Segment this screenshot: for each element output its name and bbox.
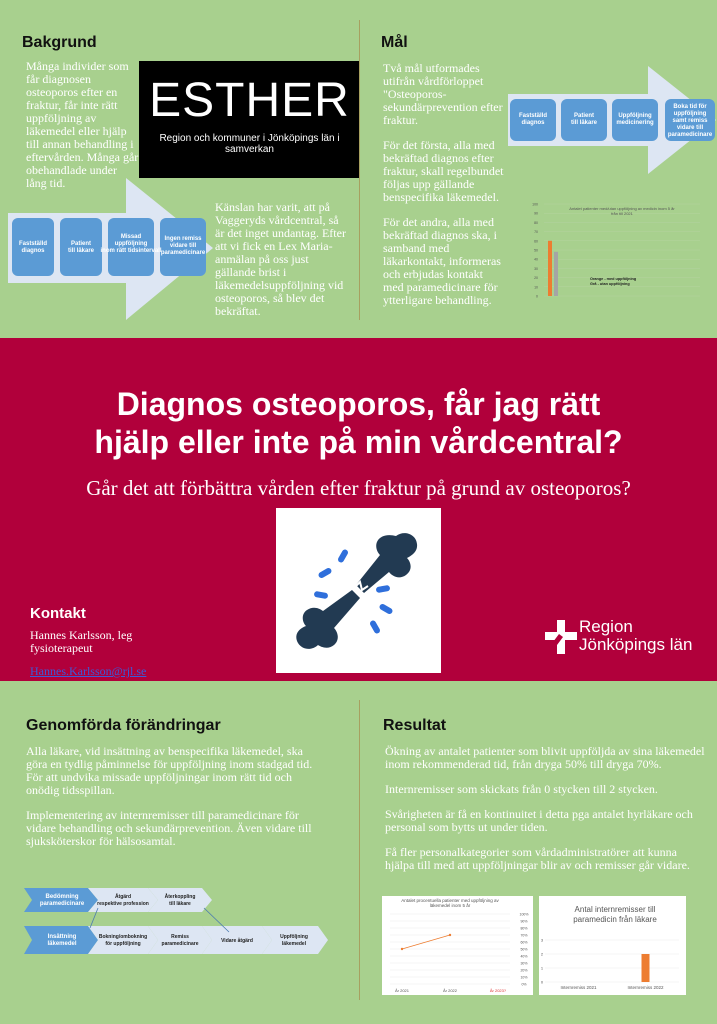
results-para-2: Internremisser som skickats från 0 stycken till 2 stycken. bbox=[385, 782, 658, 796]
flow-bottom-step-2: Bokning/ombokning för uppföljning bbox=[98, 934, 148, 947]
chart1-ytick: 90 bbox=[534, 211, 538, 216]
background-flow-diagram bbox=[8, 178, 213, 320]
goal-flow-step-2: Patient till läkare bbox=[570, 113, 598, 126]
chart2-ytick: 10% bbox=[520, 975, 528, 980]
changes-text bbox=[26, 745, 326, 860]
goals-flow-diagram bbox=[508, 66, 716, 174]
chart1-ytick: 60 bbox=[534, 239, 538, 244]
broken-bone-icon bbox=[276, 508, 441, 673]
chart3-xtick: Internremiss 2022 bbox=[627, 985, 664, 990]
goals-para-2: För det första, alla med bekräftad diagnos efter fraktur, skall regelbundet följas upp gällande benspecifika läkemedel. bbox=[383, 138, 504, 204]
changes-flow-top-row bbox=[24, 888, 212, 912]
chart1-ytick: 20 bbox=[534, 276, 538, 281]
chart1-ytick: 70 bbox=[534, 230, 538, 235]
region-cross-icon bbox=[545, 620, 577, 654]
chart2-ytick: 90% bbox=[520, 919, 528, 924]
chart-followup-percent-line bbox=[382, 896, 533, 995]
chart1-ytick: 0 bbox=[536, 294, 538, 299]
changes-flow-bottom-row bbox=[24, 926, 328, 954]
chart2-ytick: 30% bbox=[520, 961, 528, 966]
chart-followup-bars bbox=[530, 194, 708, 306]
contact-email-link[interactable]: Hannes.Karlsson@rjl.se bbox=[30, 664, 147, 678]
chart2-ytick: 70% bbox=[520, 933, 528, 938]
bg-flow-step-2: Patient till läkare bbox=[67, 241, 95, 254]
changes-para-1: Alla läkare, vid insättning av benspecifika läkemedel, ska göra en tydlig påminnelse för uppföljning inom stadgad tid. För att undvika missade uppföljningar inom rätt tid och onödig tidsspillan. bbox=[26, 744, 313, 797]
chart2-ytick: 40% bbox=[520, 954, 528, 959]
region-logo-line-2: Jönköpings län bbox=[579, 635, 693, 654]
esther-logo-text: ESTHER bbox=[149, 74, 350, 127]
contact-name: Hannes Karlsson, leg fysioterapeut bbox=[30, 628, 133, 655]
chart2-xtick: År 2021 bbox=[394, 988, 410, 993]
chart2-ytick: 50% bbox=[520, 947, 528, 952]
chart3-ytick: 1 bbox=[540, 965, 544, 971]
poster-title bbox=[0, 385, 717, 461]
flow-top-step-3: Återkoppling till läkare bbox=[164, 894, 196, 907]
flow-bottom-step-1: Insättning läkemedel bbox=[47, 934, 77, 947]
chart3-ytick: 0 bbox=[540, 979, 544, 985]
contact-heading: Kontakt bbox=[30, 605, 86, 622]
chart2-title: Antalet procentuella patienter med uppföljning av läkemedel inom 5 år bbox=[401, 898, 499, 908]
bg-flow-step-1: Fastställd diagnos bbox=[18, 241, 48, 254]
top-divider bbox=[359, 20, 360, 320]
chart2-point-1 bbox=[401, 948, 403, 950]
goals-para-3: För det andra, alla med bekräftad diagnos ska, i samband med läkarkontakt, informeras och erbjudas kontakt med paramedicinare för ytterligare behandling. bbox=[383, 215, 501, 307]
changes-flow-diagram bbox=[24, 888, 328, 958]
flow-bottom-step-4: Vidare åtgärd bbox=[221, 938, 253, 944]
background-heading: Bakgrund bbox=[22, 34, 97, 51]
changes-para-2: Implementering av internremisser till paramedicinare för vidare behandling och sekundärprevention. Även vidare till sjuksköterskor för hälsosamtal. bbox=[26, 808, 312, 848]
goals-text bbox=[383, 62, 505, 319]
goal-flow-step-4: Boka tid för uppföljning samt remiss vidare till paramedicinare bbox=[667, 104, 713, 138]
chart1-ytick: 10 bbox=[534, 285, 538, 290]
poster-subtitle: Går det att förbättra vården efter fraktur på grund av osteoporos? bbox=[86, 476, 631, 500]
chart2-ytick: 0% bbox=[521, 982, 527, 987]
chart1-ytick: 30 bbox=[534, 266, 538, 271]
poster-title-line-1: Diagnos osteoporos, får jag rätt bbox=[116, 386, 601, 422]
bg-flow-step-4: Ingen remiss vidare till paramedicinare bbox=[160, 236, 206, 256]
chart3-ytick: 2 bbox=[540, 951, 544, 957]
chart3-xtick: Internremiss 2021 bbox=[560, 985, 597, 990]
chart3-title: Antal internremisser till paramedicin från läkare bbox=[573, 905, 657, 924]
chart1-bar-2 bbox=[554, 252, 558, 296]
flow-bottom-step-5: Uppföljning läkemedel bbox=[280, 934, 308, 947]
chart1-bar-1 bbox=[548, 241, 552, 296]
chart-internal-referrals bbox=[539, 896, 686, 995]
chart1-legend-1: Orange - med uppföljning bbox=[590, 277, 637, 281]
chart2-xtick: År 2022 bbox=[442, 988, 458, 993]
bg-flow-step-3: Missad uppföljning inom rätt tidsintervall bbox=[100, 234, 162, 254]
broken-bone-image bbox=[276, 508, 441, 673]
esther-tagline: Region och kommuner i Jönköpings län i samverkan bbox=[159, 133, 340, 155]
chart2-ytick: 60% bbox=[520, 940, 528, 945]
poster-title-line-2: hjälp eller inte på min vårdcentral? bbox=[94, 424, 623, 460]
chart2-xtick: År 2023? bbox=[489, 988, 507, 993]
background-text-1: Många individer som får diagnosen osteoporos efter en fraktur, får inte rätt uppföljning av läkemedel eller hjälp till annan behandling i eftervården. Många går obehandlade under lång tid. bbox=[26, 59, 139, 190]
region-logo bbox=[545, 618, 695, 658]
chart3-bar-2 bbox=[642, 954, 650, 982]
results-para-1: Ökning av antalet patienter som blivit uppföljda av sina läkemedel inom rekommenderad tid, från dryga 50% till dryga 70%. bbox=[385, 744, 705, 771]
chart1-ytick: 80 bbox=[534, 220, 538, 225]
goal-flow-step-1: Fastställd diagnos bbox=[518, 113, 548, 126]
chart3-ytick: 3 bbox=[540, 937, 544, 943]
chart1-ytick: 50 bbox=[534, 248, 538, 253]
background-text-2: Känslan har varit, att på Vaggeryds vårdcentral, så är det inget undantag. Efter att vi fick en Lex Maria-anmälan på oss just gällande brist i läkemedelsuppföljning vid osteoporos, så blev det bekräftat. bbox=[215, 200, 346, 318]
chart1-legend-2: Grå - utan uppföljning bbox=[590, 282, 630, 286]
results-text bbox=[385, 745, 705, 884]
chart2-ytick: 80% bbox=[520, 926, 528, 931]
flow-top-step-1: Bedömning paramedicinare bbox=[39, 894, 85, 907]
goals-para-1: Två mål utformades utifrån vårdförloppet "Osteoporos-sekundärprevention efter fraktur. bbox=[383, 61, 503, 127]
chart2-ytick: 20% bbox=[520, 968, 528, 973]
chart2-point-2 bbox=[449, 934, 451, 936]
flow-bottom-step-3: Remiss paramedicinare bbox=[161, 934, 199, 947]
chart1-ytick: 100 bbox=[532, 202, 538, 207]
results-heading: Resultat bbox=[383, 717, 447, 734]
flow-top-step-2: Åtgärd respektive profession bbox=[97, 894, 149, 907]
goals-heading: Mål bbox=[381, 34, 408, 51]
bottom-divider bbox=[359, 700, 360, 1000]
chart1-title: Antalet patienter med/utan uppföljning av medicin inom 5 år från till 2021 bbox=[569, 206, 675, 216]
chart2-ytick: 100% bbox=[519, 912, 529, 917]
goal-flow-step-3: Uppföljning medicinering bbox=[616, 113, 654, 126]
results-para-3: Svårigheten är få en kontinuitet i detta pga antalet hyrläkare och personal som bytts ut under tiden. bbox=[385, 807, 693, 834]
region-logo-line-1: Region bbox=[579, 617, 633, 636]
chart1-ytick: 40 bbox=[534, 257, 538, 262]
changes-heading: Genomförda förändringar bbox=[26, 717, 221, 734]
esther-logo bbox=[139, 61, 360, 178]
results-para-4: Få fler personalkategorier som vårdadministratörer att kunna hjälpa till med att uppföljningar blir av och remisser går vidare. bbox=[385, 845, 690, 872]
